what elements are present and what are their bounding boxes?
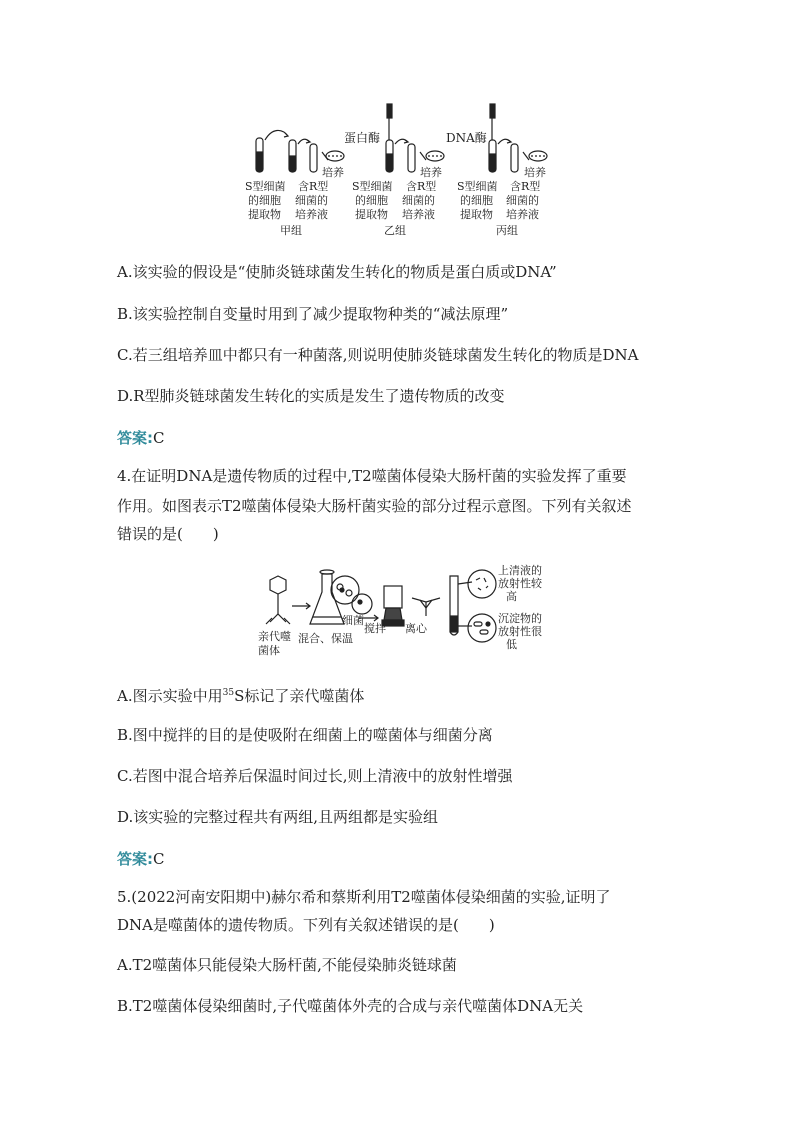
- q4-option-b: B.图中搅拌的目的是使吸附在细菌上的噬菌体与细菌分离: [117, 726, 493, 744]
- q4-option-a: [117, 683, 364, 706]
- g2-medium-2: 细菌的: [402, 194, 435, 207]
- g1-extract-2: 的细胞: [248, 194, 281, 207]
- supernatant-label-1: 上清液的: [498, 564, 542, 577]
- q5-stem-line2: DNA是噬菌体的遗传物质。下列有关叙述错误的是( ): [117, 916, 495, 934]
- isotope-superscript: 35: [222, 688, 235, 698]
- g3-extract-2: 的细胞: [460, 194, 493, 207]
- g1-medium-3: 培养液: [295, 208, 328, 221]
- phage-experiment-figure: [250, 562, 550, 662]
- transformation-figure: [240, 100, 580, 240]
- q3-option-c: C.若三组培养皿中都只有一种菌落,则说明使肺炎链球菌发生转化的物质是DNA: [117, 346, 639, 364]
- q4-stem-line1: 4.在证明DNA是遗传物质的过程中,T2噬菌体侵染大肠杆菌的实验发挥了重要: [117, 467, 627, 485]
- answer-label: 答案:: [117, 850, 153, 868]
- phage-label-2: 菌体: [258, 644, 280, 657]
- g2-medium-3: 培养液: [402, 208, 435, 221]
- protease-label: 蛋白酶: [344, 131, 381, 145]
- q5-stem-line1: 5.(2022河南安阳期中)赫尔希和蔡斯利用T2噬菌体侵染细菌的实验,证明了: [117, 888, 611, 906]
- phage-label-1: 亲代噬: [258, 630, 291, 643]
- answer-value: C: [153, 429, 165, 447]
- g3-medium-3: 培养液: [506, 208, 539, 221]
- q3-option-d: D.R型肺炎链球菌发生转化的实质是发生了遗传物质的改变: [117, 387, 505, 405]
- g1-medium-1: 含R型: [298, 180, 329, 193]
- g3-extract-1: S型细菌: [457, 180, 498, 193]
- culture-label-3: 培养: [524, 166, 546, 179]
- answer-value: C: [153, 850, 165, 868]
- q4-option-a-prefix: A.图示实验中用: [117, 687, 223, 705]
- culture-label-1: 培养: [322, 166, 344, 179]
- stirring-label: 搅拌: [364, 622, 386, 635]
- culture-label-2: 培养: [420, 166, 442, 179]
- q3-answer: [117, 427, 164, 448]
- q4-stem-line2: 作用。如图表示T2噬菌体侵染大肠杆菌实验的部分过程示意图。下列有关叙述: [117, 497, 632, 515]
- q4-stem-line3: 错误的是( ): [117, 525, 219, 543]
- precipitate-label-3: 低: [506, 638, 517, 651]
- g1-medium-2: 细菌的: [295, 194, 328, 207]
- g2-extract-2: 的细胞: [355, 194, 388, 207]
- group-jia-label: 甲组: [280, 224, 302, 237]
- bacteria-label: 细菌: [342, 614, 364, 627]
- g1-extract-1: S型细菌: [245, 180, 286, 193]
- mixing-label: 混合、保温: [298, 632, 353, 645]
- q4-option-c: C.若图中混合培养后保温时间过长,则上清液中的放射性增强: [117, 767, 513, 785]
- g3-medium-2: 细菌的: [506, 194, 539, 207]
- group-bing-label: 丙组: [496, 224, 518, 237]
- q3-option-b: B.该实验控制自变量时用到了减少提取物种类的“减法原理”: [117, 305, 509, 323]
- supernatant-label-3: 高: [506, 590, 517, 603]
- dnase-label: DNA酶: [446, 131, 487, 145]
- g3-medium-1: 含R型: [510, 180, 541, 193]
- centrifuge-label: 离心: [405, 622, 427, 635]
- precipitate-label-1: 沉淀物的: [498, 612, 542, 625]
- g1-extract-3: 提取物: [248, 208, 281, 221]
- g2-extract-1: S型细菌: [352, 180, 393, 193]
- g2-extract-3: 提取物: [355, 208, 388, 221]
- precipitate-label-2: 放射性很: [498, 625, 542, 638]
- group-yi-label: 乙组: [384, 224, 406, 237]
- supernatant-label-2: 放射性较: [498, 577, 542, 590]
- q4-option-d: D.该实验的完整过程共有两组,且两组都是实验组: [117, 808, 439, 826]
- answer-label: 答案:: [117, 429, 153, 447]
- q5-option-a: A.T2噬菌体只能侵染大肠杆菌,不能侵染肺炎链球菌: [117, 956, 457, 974]
- g2-medium-1: 含R型: [406, 180, 437, 193]
- g3-extract-3: 提取物: [460, 208, 493, 221]
- q4-answer: [117, 848, 164, 869]
- q4-option-a-suffix: S标记了亲代噬菌体: [234, 687, 365, 705]
- q3-option-a: A.该实验的假设是“使肺炎链球菌发生转化的物质是蛋白质或DNA”: [117, 263, 557, 281]
- q5-option-b: B.T2噬菌体侵染细菌时,子代噬菌体外壳的合成与亲代噬菌体DNA无关: [117, 997, 584, 1015]
